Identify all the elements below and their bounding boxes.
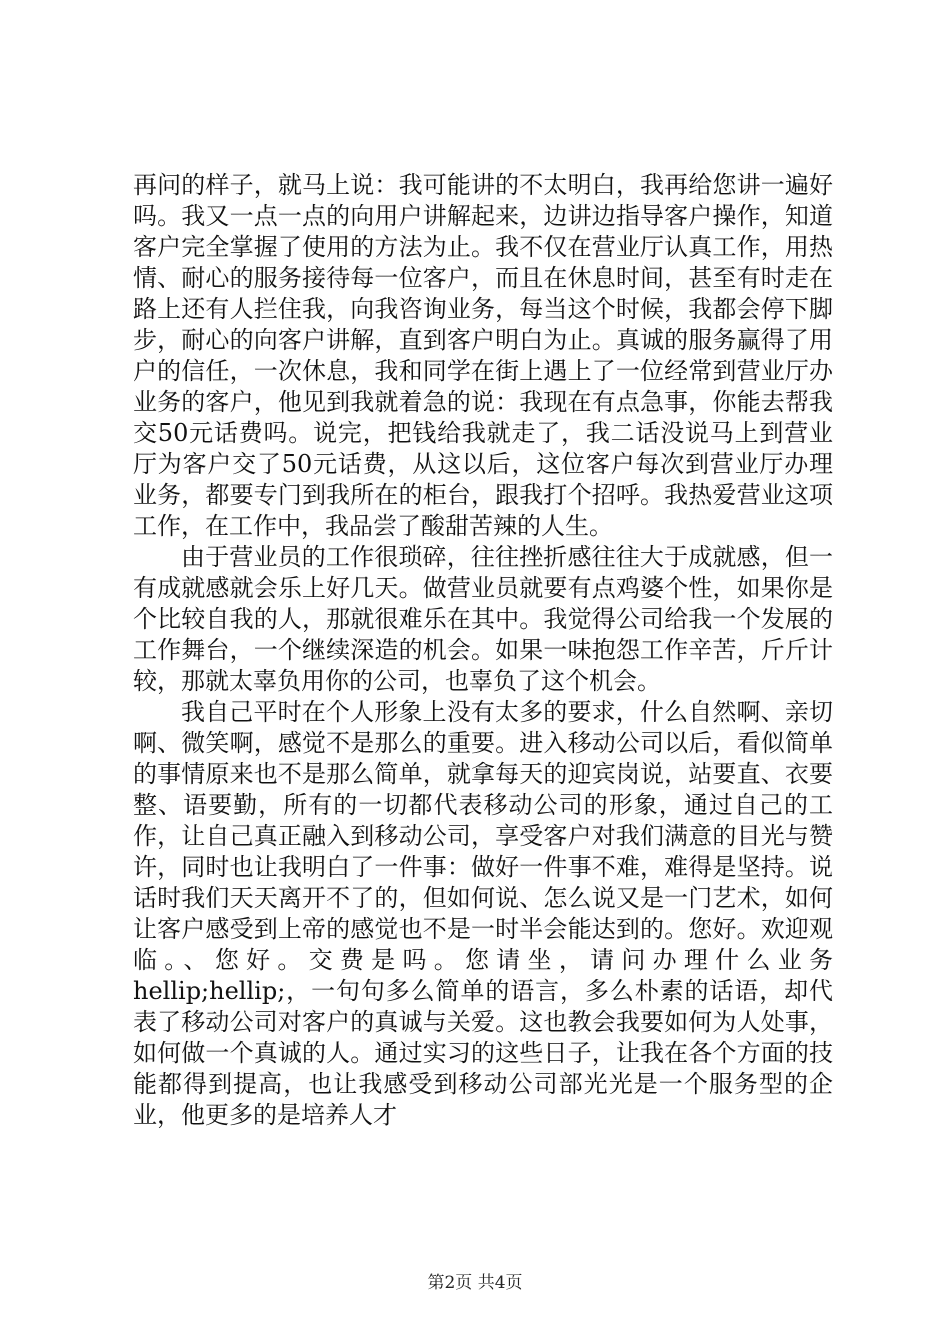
paragraph-3: 我自己平时在个人形象上没有太多的要求，什么自然啊、亲切啊、微笑啊，感觉不是那么的重要。进入移动公司以后，看似简单的事情原来也不是那么简单，就拿每天的迎宾岗说，站要直、衣要整、语要勤，所有的一切都代表移动公司的形象，通过自己的工作，让自己真正融入到移动公司，享受客户对我们满意的目光与赞许，同时也让我明白了一件事：做好一件事不难，难得是坚持。说话时我们天天离开不了的，但如何说、怎么说又是一门艺术，如何让客户感受到上帝的感觉也不是一时半会能达到的。您好。欢迎观临。、您好。交费是吗。您请坐，请问办理什么业务hellip;hellip;，一句句多么简单的语言，多么朴素的话语，却代表了移动公司对客户的真诚与关爱。这也教会我要如何为人处事，如何做一个真诚的人。通过实习的这些日子，让我在各个方面的技能都得到提高，也让我感受到移动公司部光光是一个服务型的企业，他更多的是培养人才: [133, 698, 833, 1129]
paragraph-2: 由于营业员的工作很琐碎，往往挫折感往往大于成就感，但一有成就感就会乐上好几天。做营业员就要有点鸡婆个性，如果你是个比较自我的人，那就很难乐在其中。我觉得公司给我一个发展的工作舞台，一个继续深造的机会。如果一味抱怨工作辛苦，斤斤计较，那就太辜负用你的公司，也辜负了这个机会。: [133, 543, 833, 695]
body-text: [133, 170, 833, 1131]
page-footer: 第2页 共4页: [427, 1273, 523, 1293]
paragraph-1: 再问的样子，就马上说：我可能讲的不太明白，我再给您讲一遍好吗。我又一点一点的向用户讲解起来，边讲边指导客户操作，知道客户完全掌握了使用的方法为止。我不仅在营业厅认真工作，用热情、耐心的服务接待每一位客户，而且在休息时间，甚至有时走在路上还有人拦住我，向我咨询业务，每当这个时候，我都会停下脚步，耐心的向客户讲解，直到客户明白为止。真诚的服务赢得了用户的信任，一次休息，我和同学在街上遇上了一位经常到营业厅办业务的客户，他见到我就着急的说：我现在有点急事，你能去帮我交50元话费吗。说完，把钱给我就走了，我二话没说马上到营业厅为客户交了50元话费，从这以后，这位客户每次到营业厅办理业务，都要专门到我所在的柜台，跟我打个招呼。我热爱营业这项工作，在工作中，我品尝了酸甜苦辣的人生。: [133, 171, 833, 540]
